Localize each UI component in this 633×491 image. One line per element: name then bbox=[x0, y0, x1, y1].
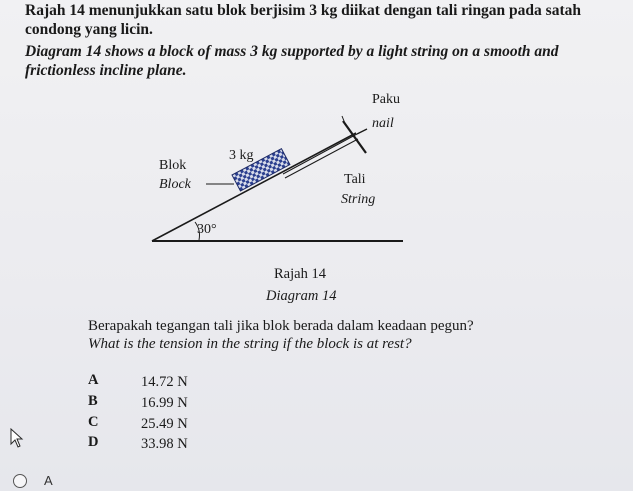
caption-english: Diagram 14 bbox=[266, 288, 337, 304]
prompt-english: What is the tension in the string if the block is at rest? bbox=[88, 336, 412, 352]
label-nail: nail bbox=[372, 116, 394, 131]
mouse-cursor-icon bbox=[10, 428, 24, 448]
label-blok: Blok bbox=[159, 158, 187, 173]
nail-head bbox=[342, 116, 346, 126]
option-b-value: 16.99 N bbox=[141, 395, 188, 411]
option-d-value: 33.98 N bbox=[141, 436, 188, 452]
label-mass: 3 kg bbox=[229, 148, 254, 163]
option-b-letter: B bbox=[88, 393, 98, 409]
label-block: Block bbox=[159, 177, 191, 192]
question-malay-line2: condong yang licin. bbox=[25, 21, 153, 38]
option-c-value: 25.49 N bbox=[141, 416, 188, 432]
answer-radio-a[interactable] bbox=[13, 474, 27, 488]
string-line bbox=[283, 134, 357, 174]
option-d-letter: D bbox=[88, 434, 99, 450]
caption-malay: Rajah 14 bbox=[274, 266, 326, 282]
nail-tip bbox=[357, 129, 367, 134]
option-a-letter: A bbox=[88, 372, 99, 388]
question-english-line2: frictionless incline plane. bbox=[25, 62, 187, 79]
question-malay-line1: Rajah 14 menunjukkan satu blok berjisim 3 kg diikat dengan tali ringan pada satah bbox=[25, 2, 581, 19]
option-c-letter: C bbox=[88, 414, 99, 430]
option-a-value: 14.72 N bbox=[141, 374, 188, 390]
question-english-line1: Diagram 14 shows a block of mass 3 kg supported by a light string on a smooth and bbox=[25, 43, 559, 60]
prompt-malay: Berapakah tegangan tali jika blok berada dalam keadaan pegun? bbox=[88, 318, 474, 334]
label-paku: Paku bbox=[372, 92, 400, 107]
label-tali: Tali bbox=[344, 172, 366, 187]
label-angle: 30° bbox=[197, 222, 217, 237]
answer-radio-label[interactable]: A bbox=[44, 473, 53, 488]
label-string: String bbox=[341, 192, 376, 207]
